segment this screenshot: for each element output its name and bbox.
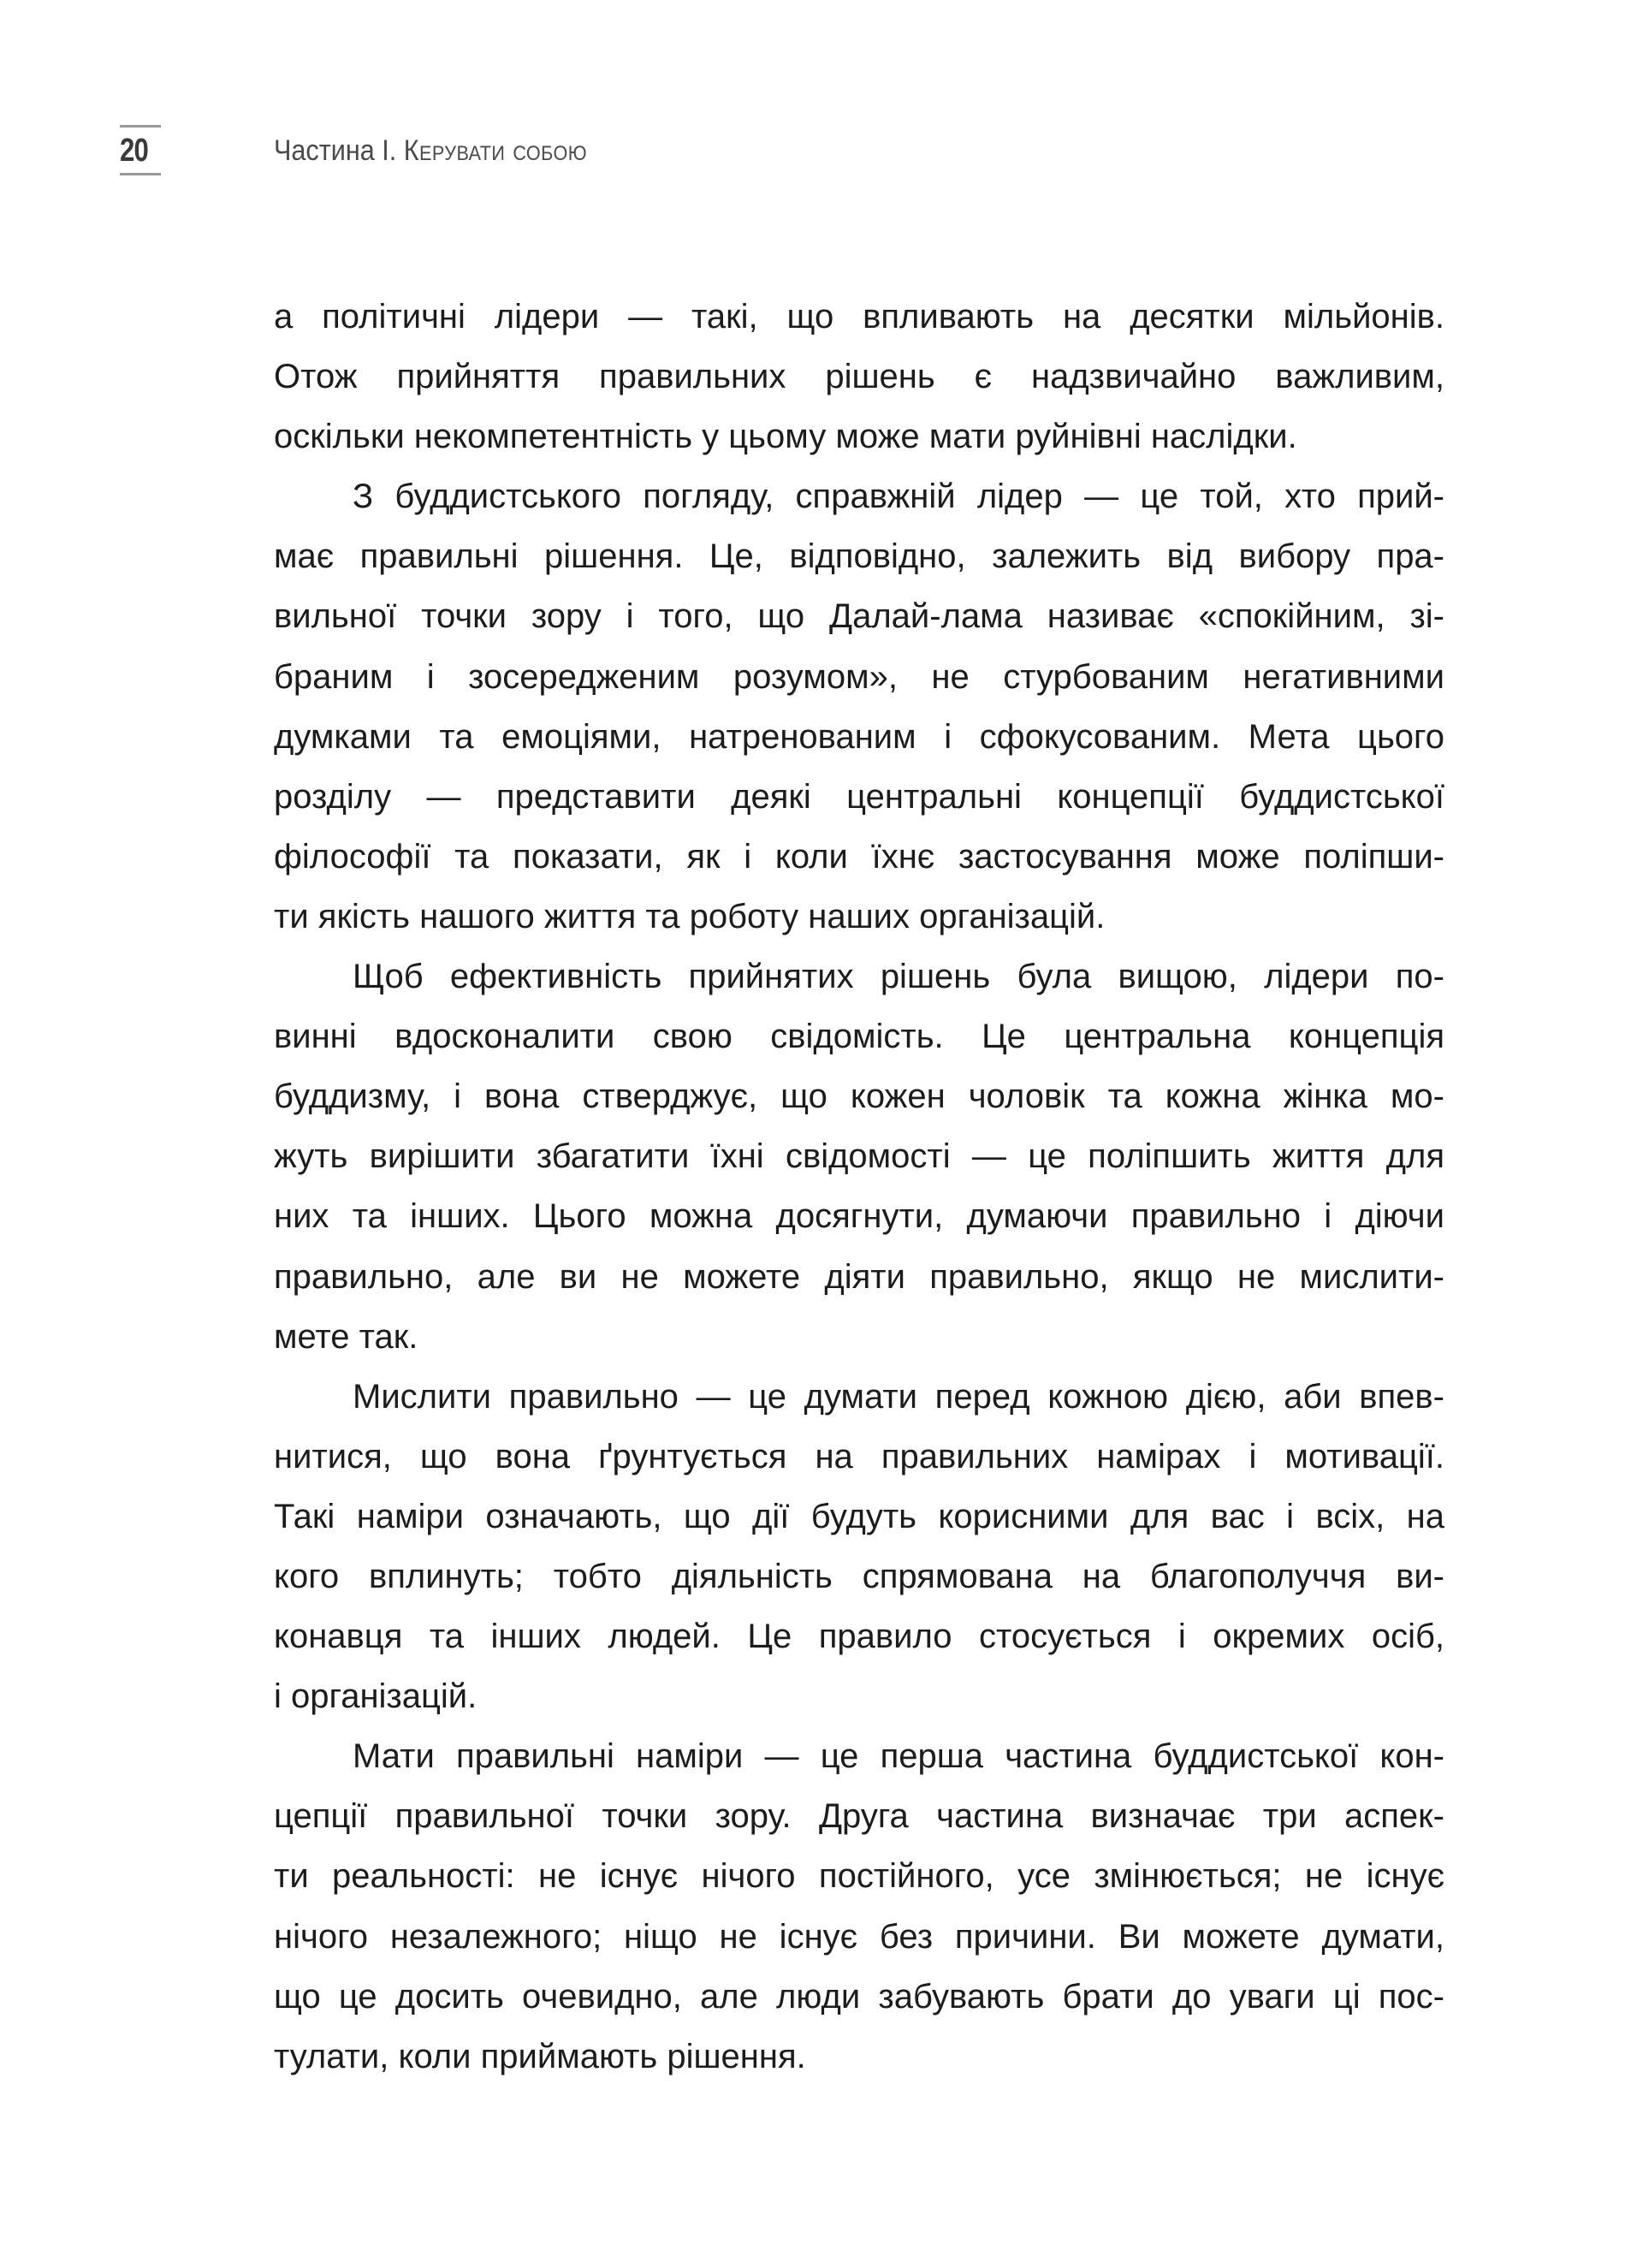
- text-line-content: а політичні лідери — такі, що впливають на десятки мільйонів.: [274, 298, 1444, 335]
- text-line: [274, 1427, 1444, 1487]
- running-head: [120, 120, 890, 180]
- part-title: Керувати собою: [403, 134, 588, 167]
- text-line-content: оскільки некомпетентність у цьому може мати руйнівні наслідки.: [274, 418, 1297, 456]
- text-line: [274, 947, 1444, 1006]
- text-line-content: буддизму, і вона стверджує, що кожен чоловік та кожна жінка мо-: [274, 1078, 1444, 1116]
- text-line-content: Отож прийняття правильних рішень є надзвичайно важливим,: [274, 358, 1444, 396]
- text-line-content: нитися, що вона ґрунтується на правильних намірах і мотивації.: [274, 1437, 1444, 1475]
- text-line-content: правильно, але ви не можете діяти правильно, якщо не мислити-: [274, 1257, 1444, 1296]
- text-line: [274, 466, 1444, 526]
- text-line: [274, 586, 1444, 646]
- text-line-content: З буддистського погляду, справжній лідер — це той, хто прий-: [353, 478, 1444, 516]
- text-line-content: розділу — представити деякі центральні концепції буддистської: [274, 777, 1444, 816]
- text-line: [274, 1487, 1444, 1547]
- part-label: Частина I.: [274, 134, 397, 167]
- paragraph: [274, 947, 1444, 1367]
- text-line: [274, 1126, 1444, 1186]
- text-line: [274, 1006, 1444, 1066]
- text-line: [274, 1186, 1444, 1246]
- text-line: [274, 407, 1444, 466]
- text-line-content: філософії та показати, як і коли їхнє застосування може поліпши-: [274, 837, 1444, 876]
- text-line-content: винні вдосконалити свою свідомість. Це центральна концепція: [274, 1018, 1444, 1056]
- text-line: [274, 1907, 1444, 1967]
- text-line: [274, 1606, 1444, 1666]
- body-text: [274, 287, 1444, 2087]
- text-line-content: має правильні рішення. Це, відповідно, залежить від вибору пра-: [274, 537, 1444, 576]
- text-line-content: мете так.: [274, 1317, 418, 1356]
- text-line-content: кого вплинуть; тобто діяльність спрямована на благополуччя ви-: [274, 1557, 1444, 1595]
- paragraph: [274, 1726, 1444, 2087]
- folio-bottom-rule: [120, 173, 161, 175]
- text-line-content: цепції правильної точки зору. Друга частина визначає три аспек-: [274, 1797, 1444, 1836]
- text-line: [274, 1066, 1444, 1126]
- text-line: [274, 1247, 1444, 1307]
- text-line: [274, 1967, 1444, 2027]
- text-line-content: Щоб ефективність прийнятих рішень була вищою, лідери по-: [353, 958, 1444, 996]
- text-line-content: нічого незалежного; ніщо не існує без причини. Ви можете думати,: [274, 1917, 1444, 1956]
- text-line: [274, 1726, 1444, 1786]
- text-line: [274, 1367, 1444, 1427]
- text-line-content: Мислити правильно — це думати перед кожною дією, аби впев-: [353, 1377, 1444, 1416]
- text-line-content: жуть вирішити збагатити їхні свідомості — це поліпшить життя для: [274, 1137, 1444, 1176]
- text-line-content: вильної точки зору і того, що Далай-лама називає «спокійним, зі-: [274, 597, 1444, 636]
- text-line: [274, 1547, 1444, 1606]
- text-line: [274, 1307, 1444, 1367]
- text-line-content: ти якість нашого життя та роботу наших організацій.: [274, 897, 1106, 935]
- text-line: [274, 647, 1444, 707]
- text-line-content: тулати, коли приймають рішення.: [274, 2037, 806, 2075]
- text-line: [274, 1786, 1444, 1846]
- text-line-content: браним і зосередженим розумом», не стурбованим негативними: [274, 657, 1444, 696]
- text-line-content: Мати правильні наміри — це перша частина буддистської кон-: [353, 1737, 1444, 1776]
- text-line-content: Такі наміри означають, що дії будуть корисними для вас і всіх, на: [274, 1497, 1444, 1535]
- chapter-heading: [274, 132, 587, 169]
- text-line: [274, 767, 1444, 827]
- text-line: [274, 347, 1444, 407]
- paragraph: [274, 287, 1444, 466]
- folio-top-rule: [120, 125, 161, 128]
- text-line-content: думками та емоціями, натренованим і сфокусованим. Мета цього: [274, 717, 1444, 756]
- paragraph: [274, 1367, 1444, 1727]
- text-line-content: ти реальності: не існує нічого постійного, усе змінюється; не існує: [274, 1857, 1444, 1896]
- text-line: [274, 1666, 1444, 1726]
- text-line: [274, 887, 1444, 947]
- page-number: 20: [120, 133, 149, 169]
- text-line-content: і організацій.: [274, 1677, 477, 1716]
- text-line: [274, 526, 1444, 586]
- text-line: [274, 827, 1444, 887]
- text-line: [274, 2027, 1444, 2087]
- text-line: [274, 1846, 1444, 1906]
- text-line: [274, 707, 1444, 767]
- page-number-block: [120, 120, 161, 176]
- text-line: [274, 287, 1444, 347]
- text-line-content: що це досить очевидно, але люди забувають брати до уваги ці пос-: [274, 1977, 1444, 2016]
- text-line-content: них та інших. Цього можна досягнути, думаючи правильно і діючи: [274, 1197, 1444, 1236]
- text-line-content: конавця та інших людей. Це правило стосується і окремих осіб,: [274, 1618, 1444, 1656]
- paragraph: [274, 466, 1444, 947]
